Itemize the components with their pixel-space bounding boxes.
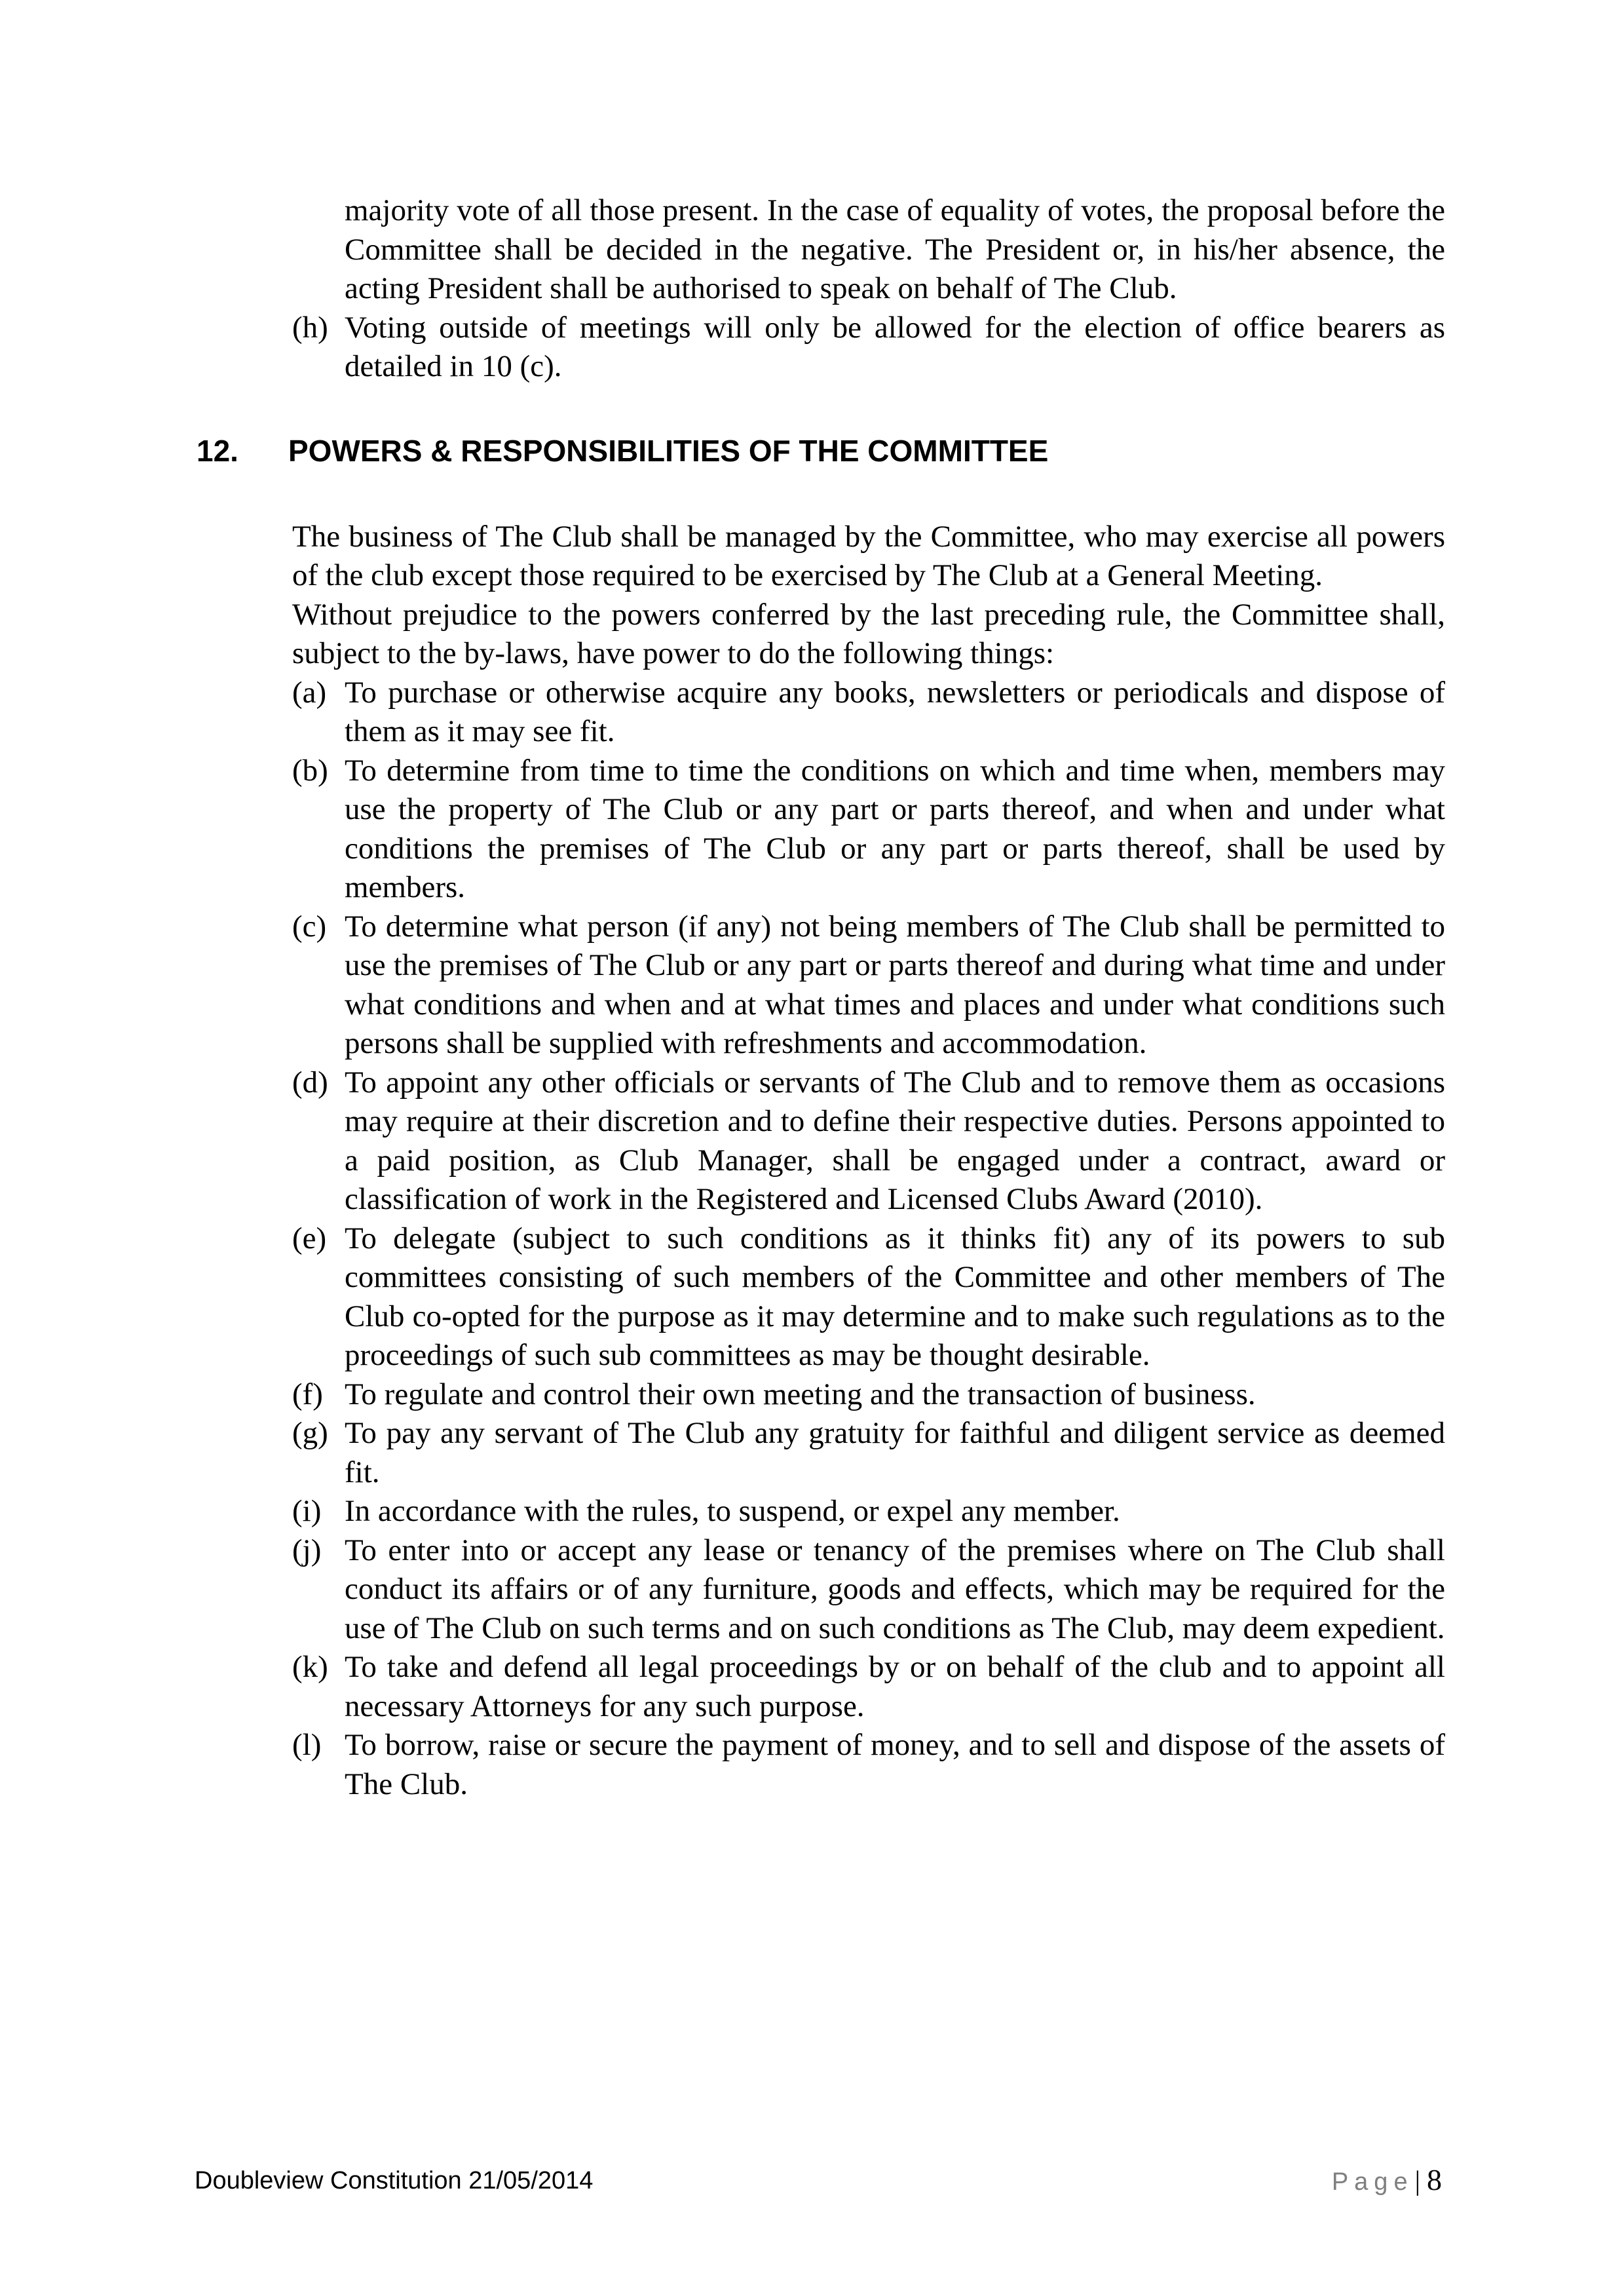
- list-item-text: To regulate and control their own meeting and the transaction of business.: [345, 1377, 1256, 1411]
- continued-paragraph: majority vote of all those present. In the case of equality of votes, the proposal before the Committee shall be decided in the negative. The President or, in his/her absence, the acting President shall be authorised to speak on behalf of The Club.: [345, 193, 1445, 305]
- page-word: Page: [1331, 2168, 1414, 2196]
- list-marker: (l): [292, 1728, 322, 1762]
- list-marker: (e): [292, 1221, 327, 1255]
- list-item-text: To delegate (subject to such conditions as it thinks fit) any of its powers to sub committees consisting of such members of the Committee and other members of The Club co-opted for the purpose as it may determine and to make such regulations as to the proceedings of such sub committees as may be thought desirable.: [345, 1221, 1445, 1372]
- list-marker: (g): [292, 1416, 328, 1450]
- list-marker: (h): [292, 310, 328, 345]
- list-item-g: [292, 1414, 1445, 1492]
- list-item-text: To enter into or accept any lease or tenancy of the premises where on The Club shall conduct its affairs or of any furniture, goods and effects, which may be required for the use of The Club on such terms and on such conditions as The Club, may deem expedient.: [345, 1533, 1445, 1645]
- list-marker: (b): [292, 753, 328, 788]
- page-separator: |: [1414, 2166, 1420, 2196]
- list-item-text: In accordance with the rules, to suspend, or expel any member.: [345, 1494, 1120, 1528]
- list-item-text: To pay any servant of The Club any gratuity for faithful and diligent service as deemed fit.: [345, 1416, 1445, 1489]
- section-title: POWERS & RESPONSIBILITIES OF THE COMMITTEE: [288, 433, 1049, 468]
- list-marker: (i): [292, 1494, 322, 1528]
- list-item-h: [292, 309, 1445, 387]
- list-item-f: [292, 1375, 1445, 1415]
- list-item-j: [292, 1531, 1445, 1649]
- list-item-k: [292, 1648, 1445, 1726]
- list-item-text: To appoint any other officials or servants of The Club and to remove them as occasions may require at their discretion and to define their respective duties. Persons appointed to a paid position, as Club Manager, shall be engaged under a contract, award or classification of work in the Registered and Licensed Clubs Award (2010).: [345, 1065, 1445, 1216]
- section-heading: [197, 431, 1445, 470]
- list-item-text: Voting outside of meetings will only be allowed for the election of office bearers as detailed in 10 (c).: [345, 310, 1445, 383]
- page-body: [197, 191, 1445, 1804]
- footer-document-label: Doubleview Constitution 21/05/2014: [195, 2167, 594, 2194]
- list-item-text: To take and defend all legal proceedings by or on behalf of the club and to appoint all necessary Attorneys for any such purpose.: [345, 1650, 1445, 1723]
- list-item-e: [292, 1219, 1445, 1375]
- list-item-c: [292, 908, 1445, 1063]
- list-item-text: To determine from time to time the conditions on which and time when, members may use the property of The Club or any part or parts thereof, and when and under what conditions the premises of The Club or any part or parts thereof, shall be used by members.: [345, 753, 1445, 904]
- list-item-i: [292, 1492, 1445, 1531]
- section-paragraph-2: Without prejudice to the powers conferred by the last preceding rule, the Committee shall, subject to the by-laws, have power to do the following things:: [292, 597, 1445, 670]
- list-item-a: [292, 674, 1445, 752]
- section-number: 12.: [197, 433, 238, 468]
- list-item-text: To borrow, raise or secure the payment of money, and to sell and dispose of the assets of The Club.: [345, 1728, 1445, 1801]
- list-marker: (f): [292, 1377, 323, 1411]
- list-item-d: [292, 1063, 1445, 1219]
- powers-list: [292, 674, 1445, 1805]
- list-item-b: [292, 752, 1445, 908]
- list-marker: (d): [292, 1065, 328, 1100]
- list-item-l: [292, 1726, 1445, 1804]
- list-item-text: To determine what person (if any) not being members of The Club shall be permitted to use the premises of The Club or any part or parts thereof and during what time and under what conditions and when and at what times and places and under what conditions such persons shall be supplied with refreshments and accommodation.: [345, 909, 1445, 1060]
- list-marker: (k): [292, 1650, 328, 1684]
- section-paragraph-1: The business of The Club shall be managed by the Committee, who may exercise all powers of the club except those required to be exercised by The Club at a General Meeting.: [292, 519, 1445, 592]
- page-number: 8: [1427, 2163, 1442, 2196]
- list-marker: (a): [292, 675, 327, 710]
- list-marker: (c): [292, 909, 327, 944]
- footer-page-number: [1332, 2164, 1442, 2198]
- list-marker: (j): [292, 1533, 322, 1567]
- list-item-text: To purchase or otherwise acquire any books, newsletters or periodicals and dispose of them as it may see fit.: [345, 675, 1445, 748]
